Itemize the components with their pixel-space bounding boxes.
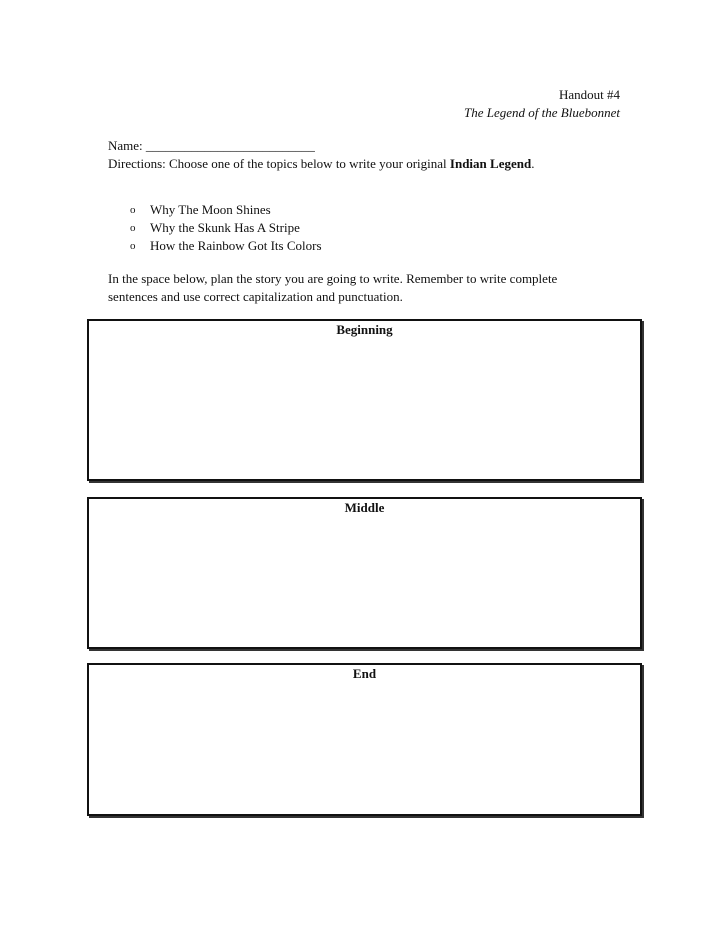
circle-bullet-icon: o bbox=[130, 204, 136, 216]
beginning-label: Beginning bbox=[336, 322, 393, 337]
topic-label: Why The Moon Shines bbox=[150, 202, 271, 217]
handout-header bbox=[464, 86, 620, 122]
directions-text: Directions: Choose one of the topics below to write your original bbox=[108, 156, 450, 171]
end-box[interactable] bbox=[87, 663, 642, 816]
circle-bullet-icon: o bbox=[130, 240, 136, 252]
middle-label: Middle bbox=[344, 500, 385, 515]
topic-label: Why the Skunk Has A Stripe bbox=[150, 220, 300, 235]
beginning-box[interactable] bbox=[87, 319, 642, 481]
circle-bullet-icon: o bbox=[130, 222, 136, 234]
directions-bold: Indian Legend bbox=[449, 156, 532, 171]
middle-box[interactable] bbox=[87, 497, 642, 649]
list-item bbox=[130, 219, 322, 237]
instructions bbox=[108, 270, 628, 306]
directions bbox=[108, 155, 534, 173]
name-label: Name: bbox=[108, 138, 146, 153]
topic-list bbox=[130, 201, 322, 255]
instructions-line-1: In the space below, plan the story you are going to write. Remember to write complete bbox=[108, 271, 558, 286]
list-item bbox=[130, 237, 322, 255]
directions-end: . bbox=[531, 156, 535, 171]
end-label: End bbox=[352, 666, 377, 681]
list-item bbox=[130, 201, 322, 219]
handout-subtitle: The Legend of the Bluebonnet bbox=[464, 105, 620, 120]
topic-label: How the Rainbow Got Its Colors bbox=[150, 238, 322, 253]
handout-number: Handout #4 bbox=[558, 87, 620, 102]
instructions-line-2: sentences and use correct capitalization and punctuation. bbox=[108, 289, 403, 304]
name-blank[interactable]: __________________________ bbox=[145, 138, 315, 153]
name-field[interactable] bbox=[108, 137, 315, 155]
